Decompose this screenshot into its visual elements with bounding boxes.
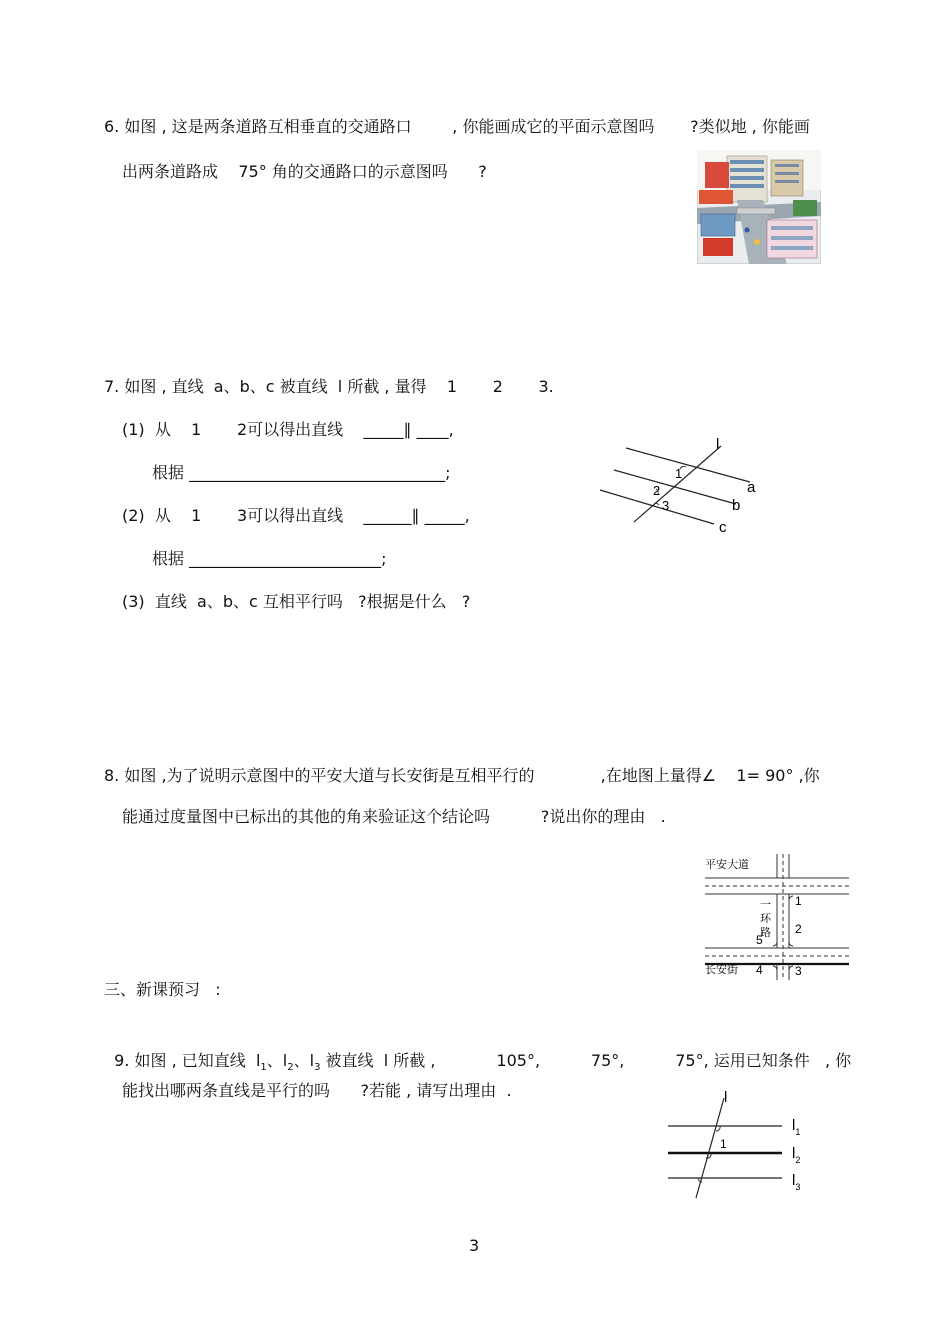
q9-line2: 能找出哪两条直线是平行的吗 ?若能 , 请写出理由 . (122, 1081, 512, 1100)
q9-line1-b: 、l (266, 1051, 288, 1070)
angle-2-label: 2 (653, 483, 661, 498)
q7-line1: 7. 如图 , 直线 a、b、c 被直线 l 所截 , 量得 1 2 3. (104, 377, 554, 396)
ring-road-char-2: 环 (760, 913, 771, 925)
q7-figure (590, 432, 780, 540)
line-a (626, 448, 750, 482)
road-label-changan: 长安街 (705, 964, 738, 976)
label-l3: $l_3$ (792, 1172, 801, 1192)
angle-4-label: 4 (756, 963, 763, 977)
intersection-photo (697, 150, 821, 264)
angle-1-label: 1 (720, 1137, 727, 1151)
q8-line1: 8. 如图 ,为了说明示意图中的平安大道与长安街是互相平行的 ,在地图上量得∠ 1= 90° ,你 (104, 766, 820, 785)
q9-sub-2: 2 (287, 1062, 294, 1074)
q9-line1-a: 9. 如图 , 已知直线 l (114, 1051, 261, 1070)
angle-3-label: 3 (795, 964, 802, 978)
q9-line1-d: 被直线 l 所截 , 105°, 75°, 75°, 运用已知条件 , 你 (320, 1051, 852, 1070)
angle-3-label: 3 (662, 498, 670, 513)
road-label-pingan: 平安大道 (705, 859, 749, 871)
q9-sub-3: 3 (314, 1062, 321, 1074)
angle-1-label: 1 (675, 466, 683, 481)
ring-road-char-1: 一 (760, 899, 771, 911)
label-l: l (716, 436, 720, 453)
q9-sub-1: 1 (260, 1062, 267, 1074)
q9-line1 (104, 1031, 851, 1078)
label-l1: $l_1$ (792, 1117, 801, 1137)
q7-sub2: (2) 从 1 3可以得出直线 ______∥ _____, (122, 506, 470, 525)
angle-1-label: 1 (795, 894, 802, 908)
angle-2-label: 2 (795, 922, 802, 936)
q8-line2: 能通过度量图中已标出的其他的角来验证这个结论吗 ?说出你的理由 . (122, 807, 666, 826)
label-a: a (747, 479, 756, 496)
q7-sub1: (1) 从 1 2可以得出直线 _____∥ ____, (122, 420, 454, 439)
q7-sub3: (3) 直线 a、b、c 互相平行吗 ?根据是什么 ? (122, 592, 471, 611)
q8-road-map (703, 852, 851, 982)
q7-sub1-basis: 根据 ________________________________; (152, 463, 451, 482)
page-number: 3 (469, 1236, 480, 1255)
section-title: 三、新课预习 : (104, 980, 221, 999)
label-b: b (732, 497, 741, 514)
label-l: l (724, 1089, 728, 1106)
label-l2: $l_2$ (792, 1145, 801, 1165)
q9-line1-c: 、l (293, 1051, 315, 1070)
q7-sub2-basis: 根据 ________________________; (152, 549, 387, 568)
q6-line2: 出两条道路成 75° 角的交通路口的示意图吗 ? (122, 162, 487, 181)
ring-road-char-3: 路 (760, 927, 771, 939)
angle-5-label: 5 (756, 933, 763, 947)
line-l (634, 446, 721, 522)
q9-figure (664, 1086, 814, 1202)
q6-line1: 6. 如图 , 这是两条道路互相垂直的交通路口 , 你能画成它的平面示意图吗 ?类似地 , 你能画 (104, 117, 810, 136)
label-c: c (719, 519, 727, 536)
